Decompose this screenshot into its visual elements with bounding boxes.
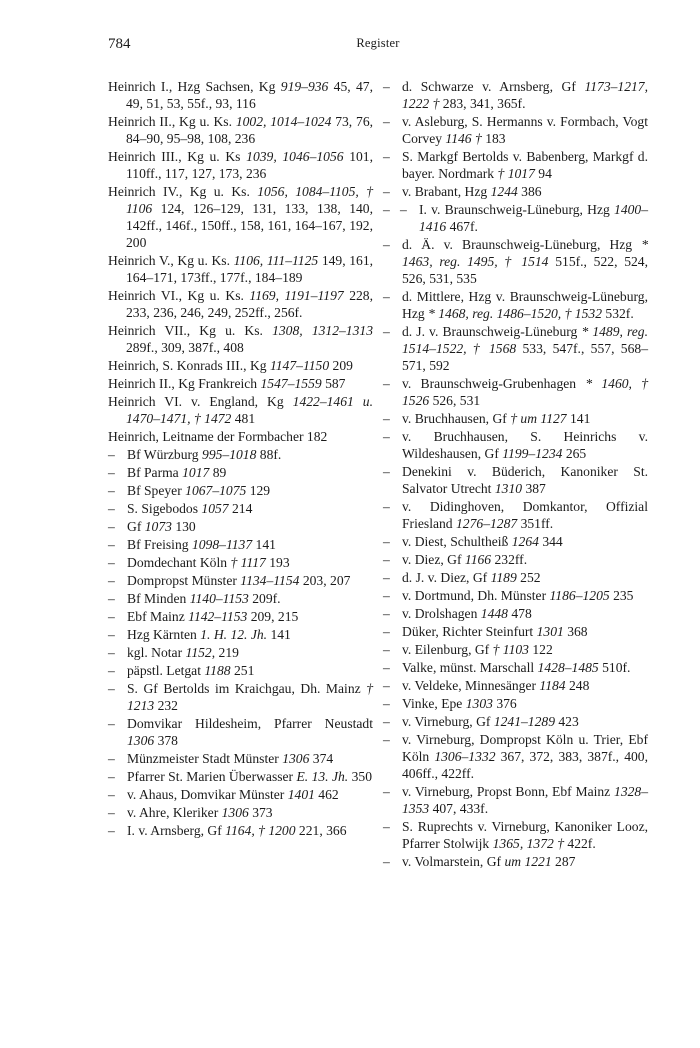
index-entry (108, 113, 373, 147)
index-entry (108, 464, 373, 481)
sub-entry-dash: – (383, 606, 390, 621)
entry-text: Vinke, Epe (402, 696, 466, 711)
entry-text: v. Eilenburg, Gf (402, 642, 493, 657)
entry-date: 1173–1217, 1222 † (402, 79, 648, 111)
entry-text: 478 (507, 606, 532, 621)
entry-text: Domdechant Köln (127, 555, 231, 570)
index-entry (108, 375, 373, 392)
entry-date: 1142–1153 (188, 609, 248, 624)
sub-entry-dash: – (108, 465, 115, 480)
entry-text: I. v. Braunschweig-Lüneburg, Hzg (419, 202, 615, 217)
entry-date: 1448 (480, 606, 508, 621)
index-entry (383, 428, 648, 462)
sub-entry-dash: – (383, 784, 390, 799)
entry-text: 287 (551, 854, 576, 869)
index-entry (108, 822, 373, 839)
entry-date: 1189 (490, 570, 517, 585)
entry-text: S. Sigebodos (127, 501, 202, 516)
index-entry (108, 322, 373, 356)
entry-date: 1188 (204, 663, 231, 678)
sub-entry-dash: – (383, 184, 390, 199)
entry-text: 203, 207 (299, 573, 351, 588)
sub-entry-dash: – (108, 716, 115, 731)
index-entry (383, 498, 648, 532)
entry-text: 45, 47, 49, 51, 53, 55f., 93, 116 (126, 79, 373, 111)
entry-date: 1. H. 12. Jh. (200, 627, 268, 642)
entry-date: 1017 (182, 465, 210, 480)
entry-date: 1264 (511, 534, 539, 549)
entry-text: Heinrich I., Hzg Sachsen, Kg (108, 79, 281, 94)
index-entry (108, 482, 373, 499)
entry-text: 510f. (598, 660, 631, 675)
entry-text: 248 (565, 678, 590, 693)
sub-entry-dash: – (383, 324, 390, 339)
entry-text: d. J. v. Braunschweig-Lüneburg (402, 324, 582, 339)
entry-date: 1328–1353 (402, 784, 648, 816)
entry-date: 1308, 1312–1313 (272, 323, 373, 338)
entry-text: Münzmeister Stadt Münster (127, 751, 283, 766)
page-header (108, 36, 648, 58)
index-entry (108, 536, 373, 553)
entry-date: 1106, 111–1125 (233, 253, 319, 268)
entry-date: 1067–1075 (185, 483, 247, 498)
entry-text: v. Volmarstein, Gf (402, 854, 505, 869)
index-entry (383, 569, 648, 586)
entry-text: 209, 215 (247, 609, 299, 624)
entry-text: Valke, münst. Marschall (402, 660, 538, 675)
entry-date: 1166 (464, 552, 492, 567)
entry-date: 1306 (282, 751, 310, 766)
sub-entry-dash: – (108, 751, 115, 766)
index-entry (108, 680, 373, 714)
entry-date: 1303 (465, 696, 493, 711)
sub-entry-dash: – (108, 769, 115, 784)
entry-text: 94 (534, 166, 552, 181)
index-entry (383, 731, 648, 782)
entry-date: 1169, 1191–1197 (249, 288, 344, 303)
entry-date: 1152 (185, 645, 212, 660)
entry-text: kgl. Notar (127, 645, 186, 660)
entry-text: 350 (348, 769, 373, 784)
entry-text: 467f. (446, 219, 478, 234)
entry-date: 1098–1137 (191, 537, 253, 552)
entry-text: v. Brabant, Hzg (402, 184, 491, 199)
entry-text: 141 (267, 627, 291, 642)
index-entry (108, 287, 373, 321)
entry-date: † 1117 (230, 555, 266, 570)
entry-date: 1186–1205 (549, 588, 610, 603)
entry-date: 1199–1234 (502, 446, 563, 461)
sub-entry-dash: – (108, 501, 115, 516)
index-entry (108, 768, 373, 785)
entry-text: 515f., 522, 524, 526, 531, 535 (402, 254, 648, 286)
entry-text: Heinrich VII., Kg u. Ks. (108, 323, 273, 338)
entry-text: Bf Speyer (127, 483, 186, 498)
entry-date: 1306 (127, 733, 155, 748)
entry-date: 1147–1150 (269, 358, 330, 373)
entry-text: Bf Würzburg (127, 447, 203, 462)
entry-text: v. Veldeke, Minnesänger (402, 678, 540, 693)
entry-date: 1073 (144, 519, 172, 534)
entry-date: 1401 (287, 787, 315, 802)
entry-text: d. J. v. Diez, Gf (402, 570, 491, 585)
entry-text: 587 (321, 376, 346, 391)
sub-entry-dash: – (108, 681, 115, 696)
entry-text: S. Ruprechts v. Virneburg, Kanoniker Looz, Pfarrer Stolwijk (402, 819, 648, 851)
index-entry (108, 554, 373, 571)
sub-entry-dash: – (383, 429, 390, 444)
entry-date: 1146 † (445, 131, 482, 146)
entry-date: 1140–1153 (189, 591, 249, 606)
entry-text: v. Braunschweig-Grubenhagen (402, 376, 586, 391)
sub-entry-dash: – (383, 411, 390, 426)
entry-text: 183 (481, 131, 506, 146)
index-entry (108, 183, 373, 251)
entry-date: 1039, 1046–1056 (246, 149, 344, 164)
entry-text: 351ff. (517, 516, 554, 531)
entry-text: 193 (265, 555, 290, 570)
entry-text: d. Schwarze v. Arnsberg, Gf (402, 79, 585, 94)
entry-text: Pfarrer St. Marien Überwasser (127, 769, 297, 784)
entry-text: Denekini v. Büderich, Kanoniker St. Salvator Utrecht (402, 464, 648, 496)
entry-date: 1428–1485 (537, 660, 599, 675)
entry-text: S. Gf Bertolds im Kraichgau, Dh. Mainz (127, 681, 367, 696)
page-number: 784 (108, 36, 131, 52)
index-entry (383, 695, 648, 712)
entry-text: , 219 (211, 645, 239, 660)
entry-date: 1184 (539, 678, 566, 693)
entry-text: 373 (248, 805, 273, 820)
sub-entry-dash: – (383, 534, 390, 549)
entry-text: Bf Parma (127, 465, 183, 480)
entry-date: * 1468, reg. 1486–1520, † 1532 (428, 306, 602, 321)
index-entry (383, 853, 648, 870)
sub-entry-dash: – (383, 499, 390, 514)
right-column (383, 78, 648, 871)
sub-entry-dash: – (383, 696, 390, 711)
sub-entry-dash: – (383, 854, 390, 869)
entry-text: v. Virneburg, Gf (402, 714, 494, 729)
entry-text: Hzg Kärnten (127, 627, 201, 642)
entry-text: 526, 531 (429, 393, 481, 408)
entry-date: 1002, 1014–1024 (235, 114, 332, 129)
entry-text: 532f. (602, 306, 634, 321)
index-entry (108, 252, 373, 286)
sub-entry-dash: – (383, 819, 390, 834)
index-entry (383, 463, 648, 497)
entry-date: 1276–1287 (456, 516, 518, 531)
sub-entry-dash: – (383, 660, 390, 675)
entry-date: † 1017 (497, 166, 535, 181)
index-entry (383, 587, 648, 604)
entry-text: v. Virneburg, Dompropst Köln u. Trier, Ebf Köln (402, 732, 648, 764)
index-entry (383, 623, 648, 640)
entry-text: 386 (517, 184, 542, 199)
entry-text: d. Mittlere, Hzg v. Braunschweig-Lüneburg, Hzg (402, 289, 648, 321)
entry-text: 376 (492, 696, 517, 711)
entry-text: v. Virneburg, Propst Bonn, Ebf Mainz (402, 784, 615, 799)
entry-text: 221, 366 (295, 823, 347, 838)
entry-text: 88f. (256, 447, 282, 462)
index-entry (108, 715, 373, 749)
entry-date: 1164, † 1200 (225, 823, 296, 838)
sub-entry-dash: – (383, 202, 390, 217)
entry-text: Dompropst Münster (127, 573, 241, 588)
index-entry (108, 750, 373, 767)
entry-text: Düker, Richter Steinfurt (402, 624, 537, 639)
index-entry (383, 201, 648, 235)
entry-date: 919–936 (280, 79, 329, 94)
sub-entry-dash: – (108, 519, 115, 534)
index-entry (108, 608, 373, 625)
index-entry (108, 644, 373, 661)
index-entry (383, 323, 648, 374)
entry-text: 283, 341, 365f. (439, 96, 526, 111)
entry-date: 1547–1559 (260, 376, 322, 391)
entry-text: S. Markgf Bertolds v. Babenberg, Markgf d. bayer. Nordmark (402, 149, 648, 181)
sub-entry-dash: – (383, 237, 390, 252)
index-entry (108, 590, 373, 607)
sub-entry-dash: – (383, 149, 390, 164)
index-entry (383, 551, 648, 568)
entry-text: Ebf Mainz (127, 609, 189, 624)
left-column (108, 78, 373, 871)
sub-entry-dash: – (108, 537, 115, 552)
sub-entry-dash: – (108, 627, 115, 642)
entry-text: 141 (566, 411, 591, 426)
sub-entry-dash: – (383, 678, 390, 693)
entry-text: v. Bruchhausen, S. Heinrichs v. Wildeshausen, Gf (402, 429, 648, 461)
sub-entry-dash: – (383, 552, 390, 567)
index-entry (108, 804, 373, 821)
entry-text: v. Drolshagen (402, 606, 481, 621)
entry-date: 1400–1416 (419, 202, 648, 234)
index-entry (383, 410, 648, 427)
index-entry (383, 677, 648, 694)
index-entry (108, 786, 373, 803)
entry-text: 481 (231, 411, 256, 426)
sub-entry-dash: – (383, 464, 390, 479)
entry-text: 367, 372, 383, 387f., 400, 406ff., 422ff. (402, 749, 648, 781)
entry-text: I. v. Arnsberg, Gf (127, 823, 226, 838)
entry-text: v. Asleburg, S. Hermanns v. Formbach, Vogt Corvey (402, 114, 648, 146)
index-entry (383, 375, 648, 409)
sub-entry-dash: – (383, 588, 390, 603)
sub-entry-dash: – (383, 732, 390, 747)
entry-text: 89 (209, 465, 227, 480)
index-entry (383, 713, 648, 730)
running-title: Register (356, 36, 400, 50)
sub-entry-dash: – (108, 645, 115, 660)
entry-text: 374 (309, 751, 334, 766)
entry-text: Heinrich V., Kg u. Ks. (108, 253, 234, 268)
entry-text: Heinrich II., Kg u. Ks. (108, 114, 236, 129)
entry-text: v. Didinghoven, Domkantor, Offizial Friesland (402, 499, 648, 531)
index-entry (108, 148, 373, 182)
entry-text: v. Ahre, Kleriker (127, 805, 222, 820)
sub-entry-dash: – (108, 787, 115, 802)
entry-text: 73, 76, 84–90, 95–98, 108, 236 (126, 114, 374, 146)
entry-text: v. Bruchhausen, Gf (402, 411, 511, 426)
entry-date: E. 13. Jh. (296, 769, 349, 784)
entry-date: * 1460, † 1526 (402, 376, 648, 408)
index-entry (383, 783, 648, 817)
index-entry (108, 446, 373, 463)
sub-entry-dash: – (383, 570, 390, 585)
entry-date: † 1103 (492, 642, 529, 657)
entry-text: 232 (154, 698, 178, 713)
index-entry (383, 78, 648, 112)
entry-date: † 1213 (127, 681, 373, 713)
sub-entry-dash: – (383, 79, 390, 94)
entry-text: 101, 110ff., 117, 127, 173, 236 (126, 149, 374, 181)
entry-date: 1057 (201, 501, 229, 516)
entry-text: 533, 547f., 557, 568–571, 592 (402, 341, 648, 373)
entry-date: 1422–1461 u. 1470–1471, † 1472 (126, 394, 373, 426)
sub-entry-dash: – (383, 642, 390, 657)
entry-text: Gf (127, 519, 145, 534)
entry-text: 378 (154, 733, 178, 748)
entry-text: Heinrich, Leitname der Formbacher 182 (108, 429, 328, 444)
entry-text: 422f. (564, 836, 596, 851)
entry-text: 251 (230, 663, 255, 678)
index-entry (383, 113, 648, 147)
entry-date: 995–1018 (202, 447, 257, 462)
entry-text: 124, 126–129, 131, 133, 138, 140, 142ff., 146f., 150ff., 158, 161, 164–167, 192, 200 (126, 201, 373, 250)
entry-text: v. Ahaus, Domvikar Münster (127, 787, 288, 802)
index-entry (108, 662, 373, 679)
sub-entry-dash: – (108, 447, 115, 462)
entry-text: 209 (329, 358, 353, 373)
entry-date: 1310 (494, 481, 523, 496)
entry-text: päpstl. Letgat (127, 663, 205, 678)
sub-entry-dash: – (108, 663, 115, 678)
entry-text: 232ff. (491, 552, 528, 567)
index-entry (108, 428, 373, 445)
entry-text: Domvikar Hildesheim, Pfarrer Neustadt (127, 716, 373, 731)
entry-date: 1241–1289 (493, 714, 555, 729)
index-entry (383, 148, 648, 182)
index-entry (383, 533, 648, 550)
entry-text: 368 (563, 624, 588, 639)
index-entry (383, 183, 648, 200)
index-entry (108, 500, 373, 517)
index-entry (108, 393, 373, 427)
entry-text: 214 (228, 501, 253, 516)
entry-date: † um 1127 (510, 411, 567, 426)
entry-date: * 1489, reg. 1514–1522, † 1568 (402, 324, 649, 356)
entry-text: 387 (522, 481, 546, 496)
entry-date: 1306–1332 (434, 749, 496, 764)
index-entry (383, 236, 648, 287)
index-entry (383, 288, 648, 322)
entry-text: 130 (171, 519, 196, 534)
index-entry (108, 572, 373, 589)
sub-entry-dash: – (108, 483, 115, 498)
entry-text: 228, 233, 236, 246, 249, 252ff., 256f. (126, 288, 374, 320)
index-entry (383, 818, 648, 852)
entry-text: 344 (538, 534, 563, 549)
entry-text: 252 (516, 570, 541, 585)
entry-date: 1134–1154 (240, 573, 300, 588)
entry-date: um 1221 (504, 854, 552, 869)
sub-entry-dash: – (400, 202, 407, 217)
sub-entry-dash: – (108, 609, 115, 624)
index-columns (108, 78, 648, 871)
entry-text: Heinrich II., Kg Frankreich (108, 376, 261, 391)
entry-text: v. Diez, Gf (402, 552, 465, 567)
sub-entry-dash: – (383, 376, 390, 391)
index-entry (383, 605, 648, 622)
entry-date: * 1463, reg. 1495, † 1514 (402, 237, 648, 269)
entry-text: 289f., 309, 387f., 408 (126, 340, 244, 355)
entry-text: 141 (252, 537, 276, 552)
index-entry (108, 626, 373, 643)
index-entry (383, 641, 648, 658)
index-entry (108, 78, 373, 112)
entry-date: 1301 (536, 624, 564, 639)
entry-date: 1306 (221, 805, 249, 820)
entry-text: 462 (314, 787, 339, 802)
sub-entry-dash: – (383, 289, 390, 304)
entry-text: 129 (246, 483, 271, 498)
sub-entry-dash: – (383, 624, 390, 639)
entry-text: Heinrich VI. v. England, Kg (108, 394, 293, 409)
entry-date: 1056, 1084–1105, † 1106 (126, 184, 373, 216)
entry-text: d. Ä. v. Braunschweig-Lüneburg, Hzg (402, 237, 642, 252)
entry-text: 209f. (248, 591, 281, 606)
sub-entry-dash: – (108, 823, 115, 838)
sub-entry-dash: – (108, 555, 115, 570)
index-entry (108, 518, 373, 535)
entry-text: Heinrich, S. Konrads III., Kg (108, 358, 270, 373)
entry-text: Heinrich III., Kg u. Ks (108, 149, 247, 164)
entry-text: Bf Minden (127, 591, 190, 606)
entry-date: 1365, 1372 † (492, 836, 564, 851)
sub-entry-dash: – (383, 114, 390, 129)
sub-entry-dash: – (108, 805, 115, 820)
entry-text: 122 (528, 642, 553, 657)
entry-text: 423 (554, 714, 579, 729)
index-entry (383, 659, 648, 676)
entry-text: Heinrich VI., Kg u. Ks. (108, 288, 250, 303)
entry-text: 235 (609, 588, 634, 603)
sub-entry-dash: – (108, 573, 115, 588)
entry-date: 1244 (490, 184, 518, 199)
sub-entry-dash: – (383, 714, 390, 729)
entry-text: 407, 433f. (429, 801, 489, 816)
entry-text: v. Dortmund, Dh. Münster (402, 588, 550, 603)
entry-text: 265 (562, 446, 587, 461)
entry-text: 149, 161, 164–171, 173ff., 177f., 184–189 (126, 253, 374, 285)
sub-entry-dash: – (108, 591, 115, 606)
index-entry (108, 357, 373, 374)
entry-text: Bf Freising (127, 537, 192, 552)
entry-text: Heinrich IV., Kg u. Ks. (108, 184, 258, 199)
entry-text: v. Diest, Schultheiß (402, 534, 512, 549)
